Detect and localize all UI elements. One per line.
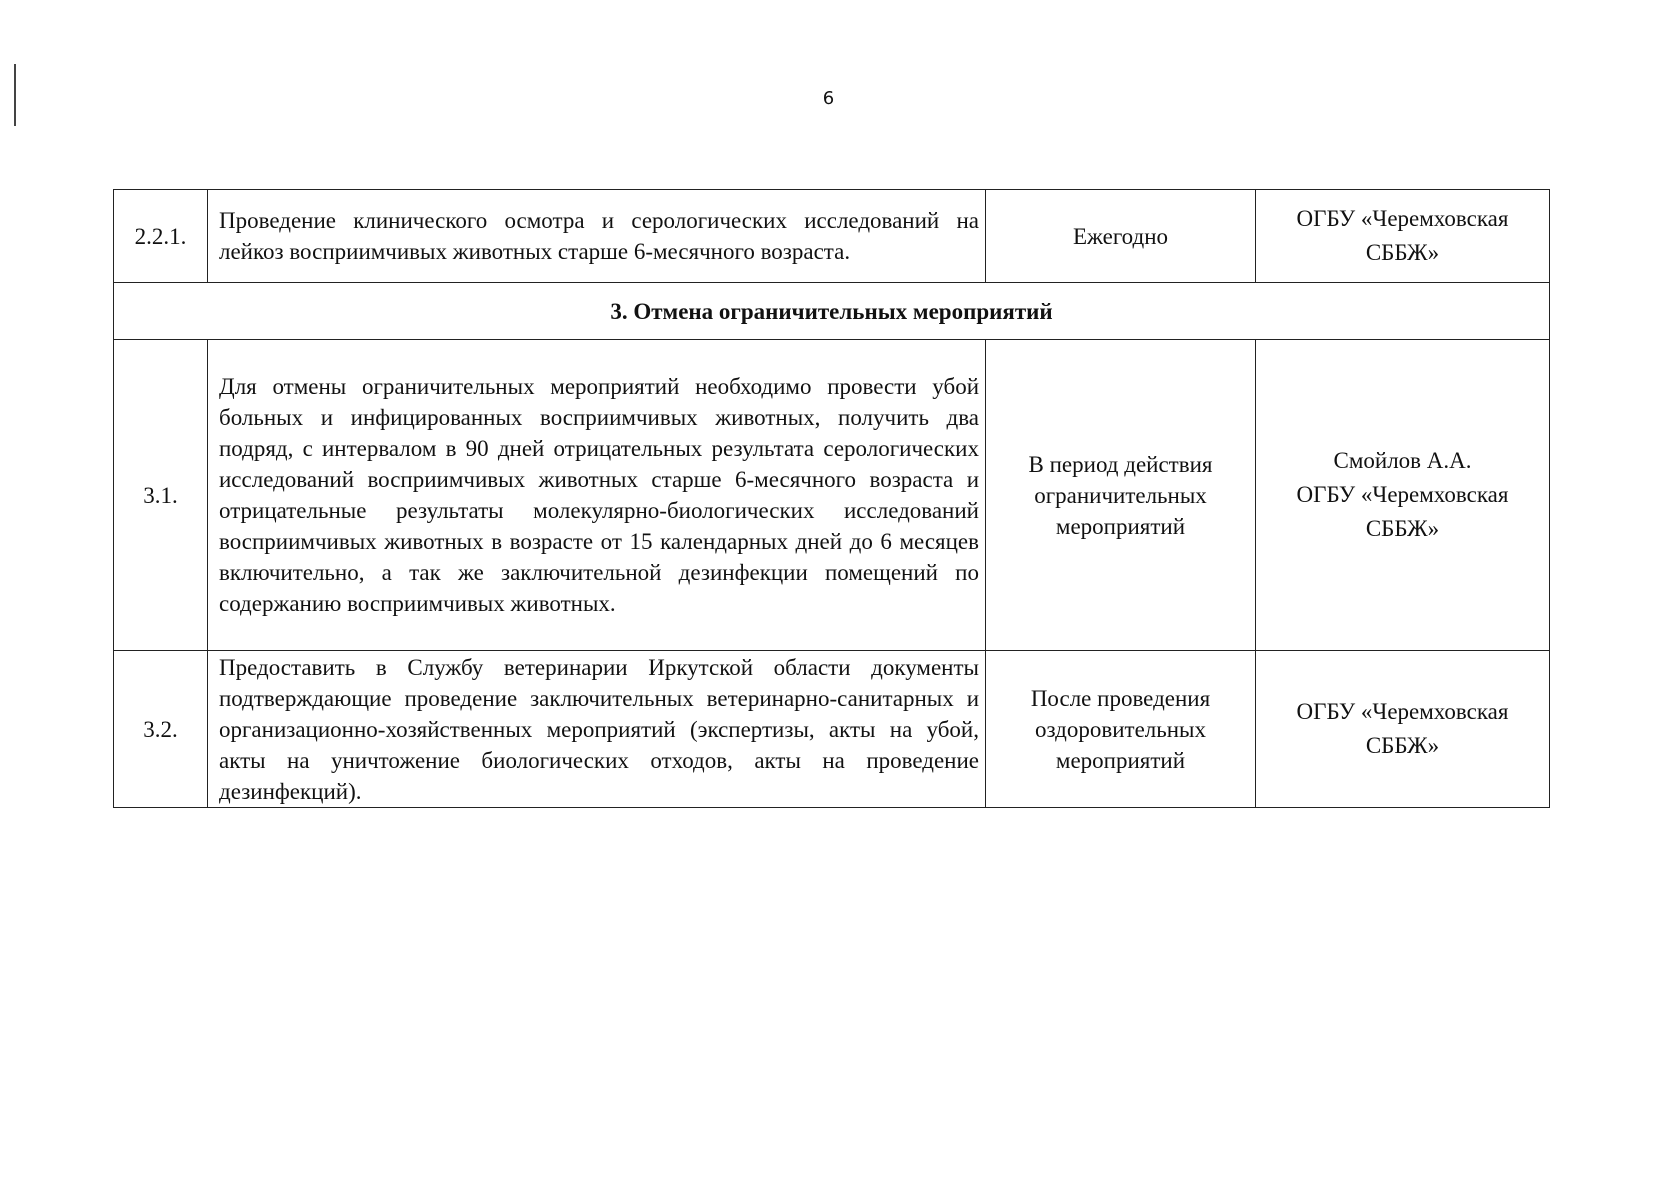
term-line: После проведения <box>1030 685 1211 711</box>
term-line: мероприятий <box>1055 513 1186 539</box>
row-number: 2.2.1. <box>114 190 208 283</box>
responsible-line: Смойлов А.А. <box>1333 448 1472 473</box>
row-description: Предоставить в Службу ветеринарии Иркутской области документы подтверждающие проведение заключительных ветеринарно-санитарных и организационно-хозяйственных мероприятий (экспертизы, акты на убой, акты на уничтожение биологических отходов, акты на проведение дезинфекций). <box>208 651 986 808</box>
responsible-line: ОГБУ «Черемховская <box>1296 482 1509 507</box>
row-description: Проведение клинического осмотра и серологических исследований на лейкоз восприимчивых животных старше 6-месячного возраста. <box>208 190 986 283</box>
term-line: оздоровительных <box>1034 716 1207 742</box>
responsible-line: СББЖ» <box>1365 516 1440 541</box>
responsible-line: СББЖ» <box>1365 733 1440 758</box>
table-row <box>114 340 1550 651</box>
page-number: 6 <box>822 88 835 109</box>
responsible-line: СББЖ» <box>1365 240 1440 265</box>
row-term: Ежегодно <box>986 190 1256 283</box>
measures-table <box>113 189 1550 808</box>
row-term <box>986 651 1256 808</box>
term-line: мероприятий <box>1055 747 1186 773</box>
section-heading-row <box>114 283 1550 340</box>
table-row <box>114 651 1550 808</box>
row-responsible <box>1256 190 1550 283</box>
section-title: 3. Отмена ограничительных мероприятий <box>114 283 1550 340</box>
row-number: 3.1. <box>114 340 208 651</box>
row-term <box>986 340 1256 651</box>
term-line: ограничительных <box>1034 482 1207 508</box>
term-line: В период действия <box>1028 451 1213 477</box>
row-description: Для отмены ограничительных мероприятий необходимо провести убой больных и инфицированных восприимчивых животных, получить два подряд, с интервалом в 90 дней отрицательных результата серологических исследований восприимчивых животных старше 6-месячного возраста и отрицательные результаты молекулярно-биологических исследований восприимчивых животных в возрасте от 15 календарных дней до 6 месяцев включительно, а так же заключительной дезинфекции помещений по содержанию восприимчивых животных. <box>208 340 986 651</box>
table-row <box>114 190 1550 283</box>
row-responsible <box>1256 651 1550 808</box>
responsible-line: ОГБУ «Черемховская <box>1296 699 1509 724</box>
responsible-line: ОГБУ «Черемховская <box>1296 206 1509 231</box>
row-number: 3.2. <box>114 651 208 808</box>
row-responsible <box>1256 340 1550 651</box>
